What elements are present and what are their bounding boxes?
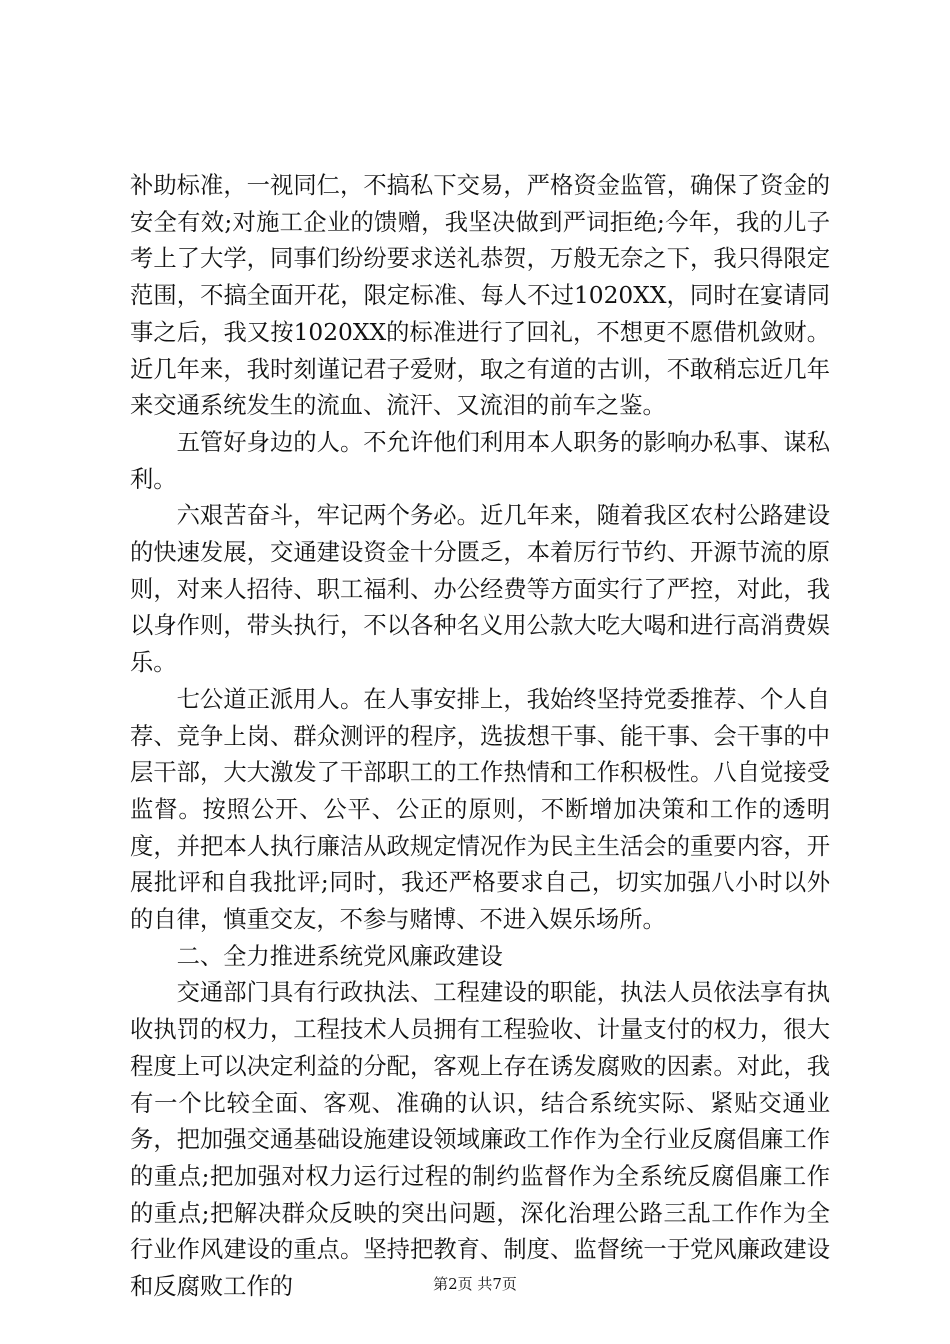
- paragraph-item-six: 六艰苦奋斗，牢记两个务必。近几年来，随着我区农村公路建设的快速发展，交通建设资金十分匮乏，本着厉行节约、开源节流的原则，对来人招待、职工福利、办公经费等方面实行了严控，对此，我以身作则，带头执行，不以各种名义用公款大吃大喝和进行高消费娱乐。: [130, 502, 830, 677]
- paragraph-continuation: 补助标准，一视同仁，不搞私下交易，严格资金监管，确保了资金的安全有效;对施工企业的馈赠，我坚决做到严词拒绝;今年，我的儿子考上了大学，同事们纷纷要求送礼恭贺，万般无奈之下，我只得限定范围，不搞全面开花，限定标准、每人不过1020XX，同时在宴请同事之后，我又按1020XX的标准进行了回礼，不想更不愿借机敛财。近几年来，我时刻谨记君子爱财，取之有道的古训，不敢稍忘近几年来交通系统发生的流血、流汗、又流泪的前车之鉴。: [130, 172, 830, 420]
- document-body: [130, 168, 830, 1306]
- paragraph-item-seven-eight: 七公道正派用人。在人事安排上，我始终坚持党委推荐、个人自荐、竞争上岗、群众测评的程序，选拔想干事、能干事、会干事的中层干部，大大激发了干部职工的工作热情和工作积极性。八自觉接受监督。按照公开、公平、公正的原则，不断增加决策和工作的透明度，并把本人执行廉洁从政规定情况作为民主生活会的重要内容，开展批评和自我批评;同时，我还严格要求自己，切实加强八小时以外的自律，慎重交友，不参与赌博、不进入娱乐场所。: [130, 685, 830, 934]
- paragraph-item-five: 五管好身边的人。不允许他们利用本人职务的影响办私事、谋私利。: [130, 428, 830, 493]
- page-footer: [0, 1274, 950, 1294]
- section-heading: 二、全力推进系统党风廉政建设: [176, 942, 503, 970]
- paragraph-section-two: 交通部门具有行政执法、工程建设的职能，执法人员依法享有执收执罚的权力，工程技术人员拥有工程验收、计量支付的权力，很大程度上可以决定利益的分配，客观上存在诱发腐败的因素。对此，我有一个比较全面、客观、准确的认识，结合系统实际、紧贴交通业务，把加强交通基础设施建设领域廉政工作作为全行业反腐倡廉工作的重点;把加强对权力运行过程的制约监督作为全系统反腐倡廉工作的重点;把解决群众反映的突出问题，深化治理公路三乱工作作为全行业作风建设的重点。坚持把教育、制度、监督统一于党风廉政建设和反腐败工作的: [130, 979, 830, 1301]
- page-number-label: 第2页 共7页: [433, 1275, 517, 1293]
